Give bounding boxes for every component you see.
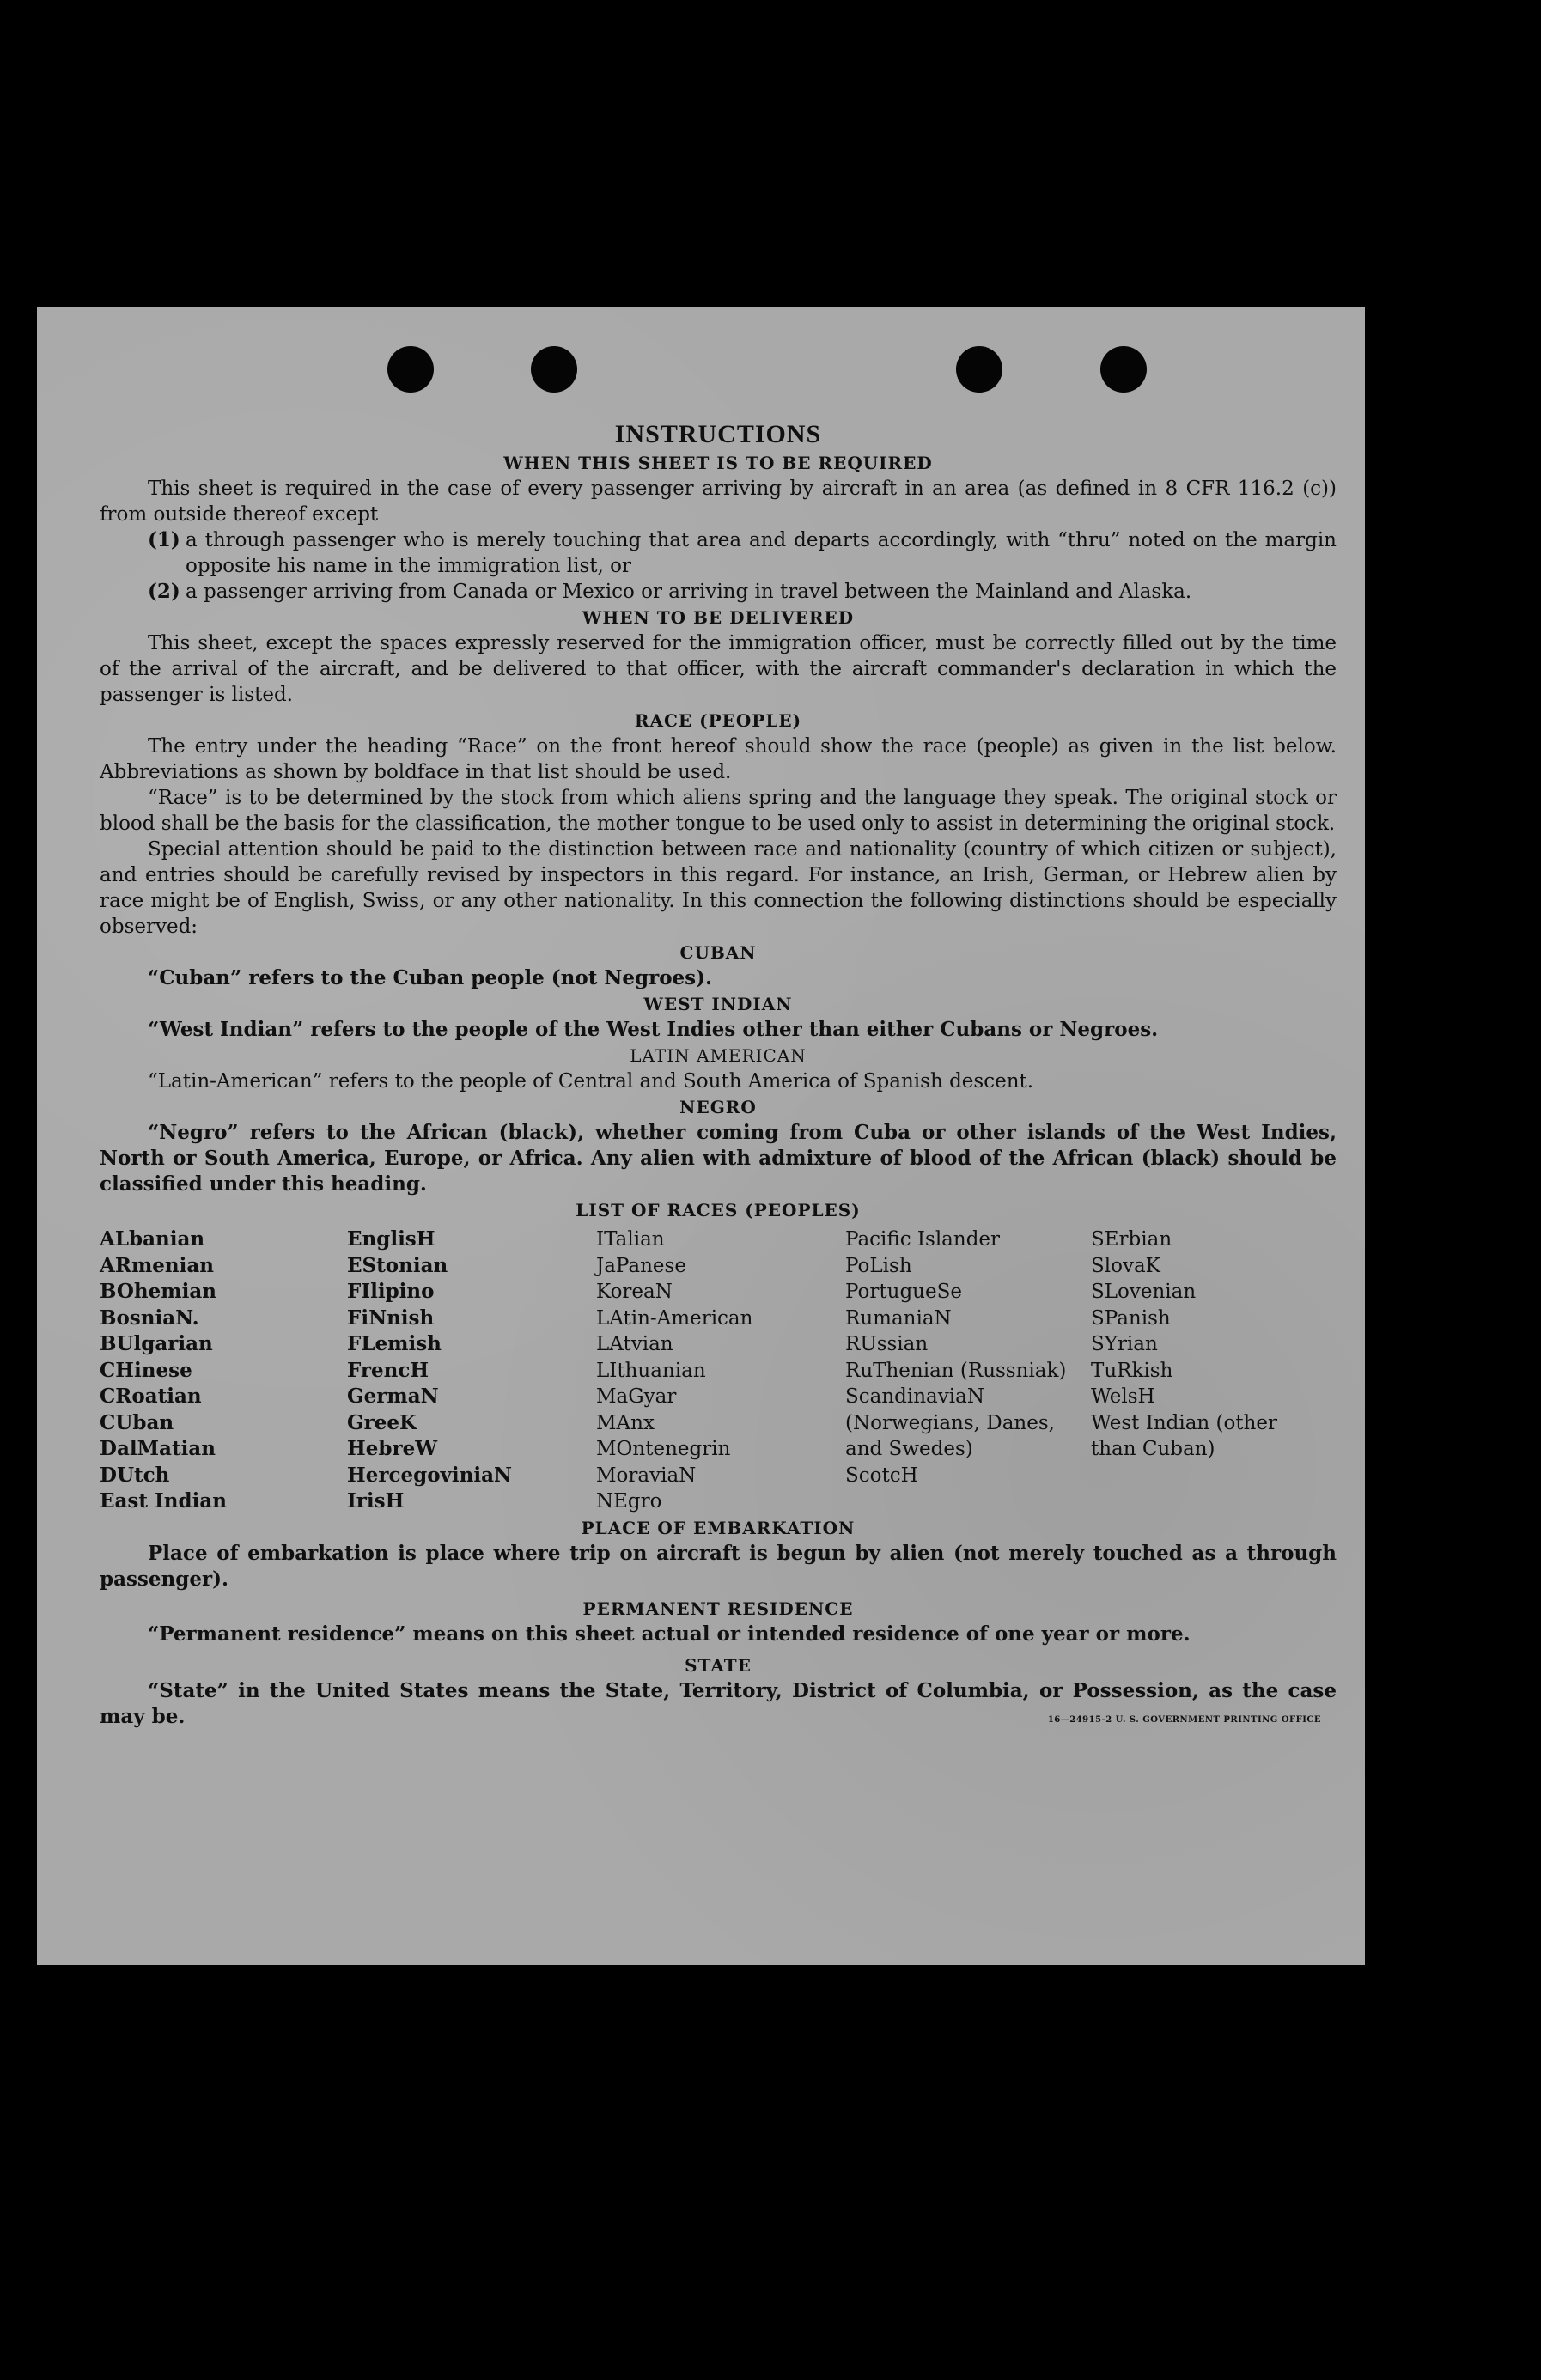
race-entry: BosniaN. <box>100 1306 199 1330</box>
item-text: a through passenger who is merely touching that area and departs accordingly, with “thru” noted on the margin opposite his name in the immigration list, or <box>186 529 1337 577</box>
item-text: a passenger arriving from Canada or Mexico or arriving in travel between the Mainland and Alaska. <box>186 581 1192 603</box>
race-entry: SPanish <box>1091 1306 1171 1330</box>
race-entry: ALbanian <box>100 1227 205 1251</box>
race-entry: HebreW <box>347 1437 438 1460</box>
race-entry: PoLish <box>845 1254 912 1277</box>
race-entry: EnglisH <box>347 1227 436 1251</box>
heading-cuban: CUBAN <box>679 942 757 963</box>
race-column <box>100 1227 347 1515</box>
heading-delivered: WHEN TO BE DELIVERED <box>582 607 855 628</box>
item-number: (1) <box>148 528 180 551</box>
punch-hole <box>956 346 1002 393</box>
race-entry: SlovaK <box>1091 1254 1160 1277</box>
west-indian-text: “West Indian” refers to the people of the West Indies other than either Cubans or Negroes. <box>148 1018 1159 1041</box>
latin-american-text: “Latin-American” refers to the people of Central and South America of Spanish descent. <box>148 1070 1034 1093</box>
race-entry: CUban <box>100 1410 174 1434</box>
list-item <box>100 579 1337 605</box>
race-column <box>1091 1227 1297 1515</box>
heading-latin-american: LATIN AMERICAN <box>630 1045 807 1066</box>
race-paragraph: The entry under the heading “Race” on the front hereof should show the race (people) as given in the list below. Abbreviations as shown by boldface in that list should be used. <box>100 735 1337 783</box>
cuban-text: “Cuban” refers to the Cuban people (not Negroes). <box>148 966 713 989</box>
heading-negro: NEGRO <box>679 1097 757 1117</box>
race-entry: RUssian <box>845 1333 929 1355</box>
race-entry: HercegoviniaN <box>347 1463 513 1487</box>
race-entry: FrencH <box>347 1358 429 1382</box>
race-entry: MOntenegrin <box>596 1438 731 1460</box>
races-table <box>100 1227 1337 1515</box>
race-entry: LAtvian <box>596 1333 673 1355</box>
delivered-text: This sheet, except the spaces expressly reserved for the immigration officer, must be correctly filled out by the time of the arrival of the aircraft, and be delivered to that officer, with the aircraft commander's declaration in which the passenger is listed. <box>100 632 1337 706</box>
race-entry: GermaN <box>347 1385 439 1408</box>
race-entry: FIlipino <box>347 1280 435 1303</box>
race-entry: ARmenian <box>100 1253 215 1277</box>
race-entry: CHinese <box>100 1358 192 1382</box>
race-entry: LIthuanian <box>596 1359 706 1382</box>
item-number: (2) <box>148 580 180 603</box>
residence-text: “Permanent residence” means on this sheet actual or intended residence of one year or more. <box>148 1622 1191 1646</box>
negro-text: “Negro” refers to the African (black), whether coming from Cuba or other islands of the West Indies, North or South America, Europe, or Africa. Any alien with admixture of blood of the African (black) should be classified under this heading. <box>100 1121 1337 1196</box>
race-column <box>347 1227 596 1515</box>
printer-imprint: 16—24915-2 U. S. GOVERNMENT PRINTING OFFICE <box>1047 1714 1321 1725</box>
instructions-text <box>100 419 1337 1730</box>
race-entry: FLemish <box>347 1332 442 1355</box>
document-sheet <box>37 307 1365 1965</box>
race-entry: MaGyar <box>596 1385 677 1408</box>
race-column <box>845 1227 1091 1515</box>
race-entry: IrisH <box>347 1489 405 1513</box>
race-entry: ScotcH <box>845 1464 918 1487</box>
race-entry: MoraviaN <box>596 1464 697 1487</box>
race-entry: ITalian <box>596 1228 665 1251</box>
race-entry: DalMatian <box>100 1437 216 1460</box>
punch-hole <box>387 346 434 393</box>
embarkation-text: Place of embarkation is place where trip on aircraft is begun by alien (not merely touched as a through passenger). <box>100 1541 1337 1591</box>
race-entry: BOhemian <box>100 1280 216 1303</box>
race-column <box>596 1227 845 1515</box>
race-entry: LAtin-American <box>596 1306 753 1330</box>
race-entry: WelsH <box>1091 1385 1155 1408</box>
race-entry: NEgro <box>596 1490 662 1513</box>
race-entry: TuRkish <box>1091 1359 1173 1382</box>
race-entry: MAnx <box>596 1411 655 1434</box>
race-entry: ScandinaviaN (Norwegians, Danes, and Swedes) <box>845 1385 1055 1460</box>
race-entry: BUlgarian <box>100 1332 213 1355</box>
race-entry: EStonian <box>347 1253 448 1277</box>
state-text: “State” in the United States means the State, Territory, District of Columbia, or Possession, as the case may be. <box>100 1678 1337 1728</box>
race-entry: SLovenian <box>1091 1281 1197 1303</box>
heading-west-indian: WEST INDIAN <box>643 994 793 1014</box>
punch-hole <box>1100 346 1147 393</box>
race-entry: RumaniaN <box>845 1306 952 1330</box>
race-paragraph: “Race” is to be determined by the stock from which aliens spring and the language they speak. The original stock or blood shall be the basis for the classification, the mother tongue to be used only to assist in determining the original stock. <box>100 787 1337 835</box>
heading-state: STATE <box>685 1654 752 1676</box>
heading-residence: PERMANENT RESIDENCE <box>582 1598 854 1619</box>
race-entry: Pacific Islander <box>845 1228 1001 1251</box>
required-intro: This sheet is required in the case of every passenger arriving by aircraft in an area (as defined in 8 CFR 116.2 (c)) from outside thereof except <box>100 478 1337 526</box>
race-entry: KoreaN <box>596 1281 673 1303</box>
heading-required: WHEN THIS SHEET IS TO BE REQUIRED <box>503 453 933 473</box>
race-entry: SYrian <box>1091 1333 1158 1355</box>
race-entry: West Indian (other than Cuban) <box>1091 1411 1278 1460</box>
race-entry: JaPanese <box>596 1254 686 1277</box>
race-entry: CRoatian <box>100 1385 202 1408</box>
heading-list-of-races: LIST OF RACES (PEOPLES) <box>576 1200 861 1220</box>
race-entry: PortugueSe <box>845 1281 962 1303</box>
heading-race: RACE (PEOPLE) <box>634 710 802 731</box>
race-paragraph: Special attention should be paid to the distinction between race and nationality (country of which citizen or subject), and entries should be carefully revised by inspectors in this regard. For instance, an Irish, German, or Hebrew alien by race might be of English, Swiss, or any other nationality. In this connection the following distinctions should be especially observed: <box>100 838 1337 938</box>
list-item <box>100 527 1337 579</box>
page-title: INSTRUCTIONS <box>614 420 822 448</box>
race-entry: East Indian <box>100 1489 227 1513</box>
race-entry: RuThenian (Russniak) <box>845 1359 1067 1382</box>
race-entry: DUtch <box>100 1463 170 1487</box>
heading-embarkation: PLACE OF EMBARKATION <box>581 1517 856 1538</box>
race-entry: FiNnish <box>347 1306 435 1330</box>
race-entry: SErbian <box>1091 1228 1172 1251</box>
race-entry: GreeK <box>347 1410 417 1434</box>
punch-hole <box>531 346 577 393</box>
